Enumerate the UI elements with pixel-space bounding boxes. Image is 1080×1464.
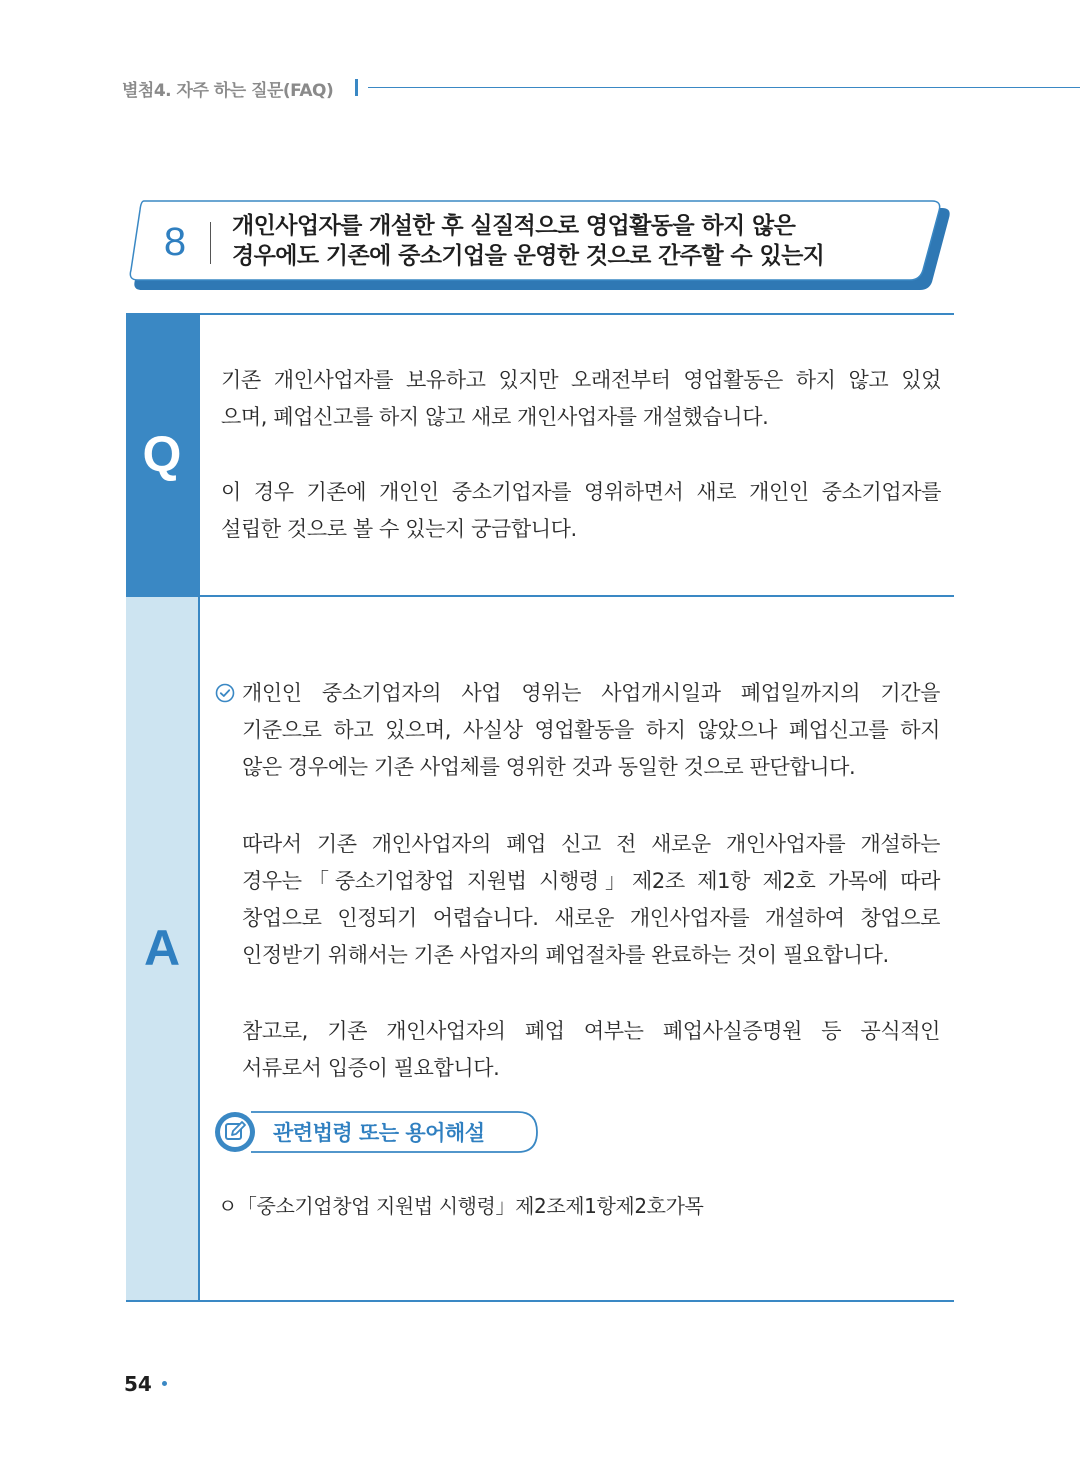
text-line: 따라서 기존 개인사업자의 폐업 신고 전 새로운 개인사업자를 개설하는 — [242, 832, 940, 856]
answer-paragraph — [242, 826, 940, 974]
text-line: 참고로, 기존 개인사업자의 폐업 여부는 폐업사실증명원 등 공식적인 — [242, 1019, 940, 1043]
text-line: 인정받기 위해서는 기존 사업자의 폐업절차를 완료하는 것이 필요합니다. — [242, 943, 889, 967]
answer-paragraph — [242, 1013, 940, 1087]
text-line: 서류로서 입증이 필요합니다. — [242, 1056, 500, 1080]
question-number: 8 — [163, 220, 187, 264]
text-line: 이 경우 기존에 개인인 중소기업자를 영위하면서 새로 개인인 중소기업자를 — [221, 480, 941, 504]
text-line: 기존 개인사업자를 보유하고 있지만 오래전부터 영업활동은 하지 않고 있었 — [221, 368, 941, 392]
running-header — [122, 76, 1080, 102]
answer-paragraph — [242, 675, 940, 786]
a-top-rule — [126, 595, 954, 597]
question-paragraph — [221, 362, 941, 436]
a-divider-line — [198, 597, 200, 1300]
a-label: A — [143, 920, 181, 976]
q-label: Q — [142, 426, 182, 482]
header-rule — [368, 87, 1080, 88]
text-line: 개인인 중소기업자의 사업 영위는 사업개시일과 폐업일까지의 기간을 — [242, 681, 940, 705]
text-line: 기준으로 하고 있으며, 사실상 영업활동을 하지 않았으나 폐업신고를 하지 — [242, 718, 940, 742]
page-number-dot — [162, 1381, 167, 1386]
page-number: 54 — [124, 1372, 152, 1396]
text-line: 설립한 것으로 볼 수 있는지 궁금합니다. — [221, 517, 577, 541]
question-title-line: 경우에도 기존에 중소기업을 운영한 것으로 간주할 수 있는지 — [232, 243, 825, 269]
question-title-line: 개인사업자를 개설한 후 실질적으로 영업활동을 하지 않은 — [232, 213, 796, 239]
text-line: 으며, 폐업신고를 하지 않고 새로 개인사업자를 개설했습니다. — [221, 405, 769, 429]
a-bottom-rule — [126, 1300, 954, 1302]
related-law-label: 관련법령 또는 용어해설 — [273, 1121, 485, 1145]
question-paragraph — [221, 474, 941, 548]
q-divider-line — [198, 315, 200, 595]
q-top-rule — [126, 313, 954, 315]
text-line: 경우는「중소기업창업 지원법 시행령」제2조 제1항 제2호 가목에 따라 — [242, 869, 940, 893]
banner-divider — [210, 222, 211, 264]
question-title — [232, 211, 932, 271]
header-accent-bar — [355, 79, 358, 96]
text-line: 않은 경우에는 기존 사업체를 영위한 것과 동일한 것으로 판단합니다. — [242, 755, 856, 779]
related-law-item: ㅇ「중소기업창업 지원법 시행령」제2조제1항제2호가목 — [218, 1194, 704, 1218]
check-circle-icon — [215, 683, 235, 703]
text-line: 창업으로 인정되기 어렵습니다. 새로운 개인사업자를 개설하여 창업으로 — [242, 906, 940, 930]
running-title: 별첨4. 자주 하는 질문(FAQ) — [122, 81, 334, 101]
